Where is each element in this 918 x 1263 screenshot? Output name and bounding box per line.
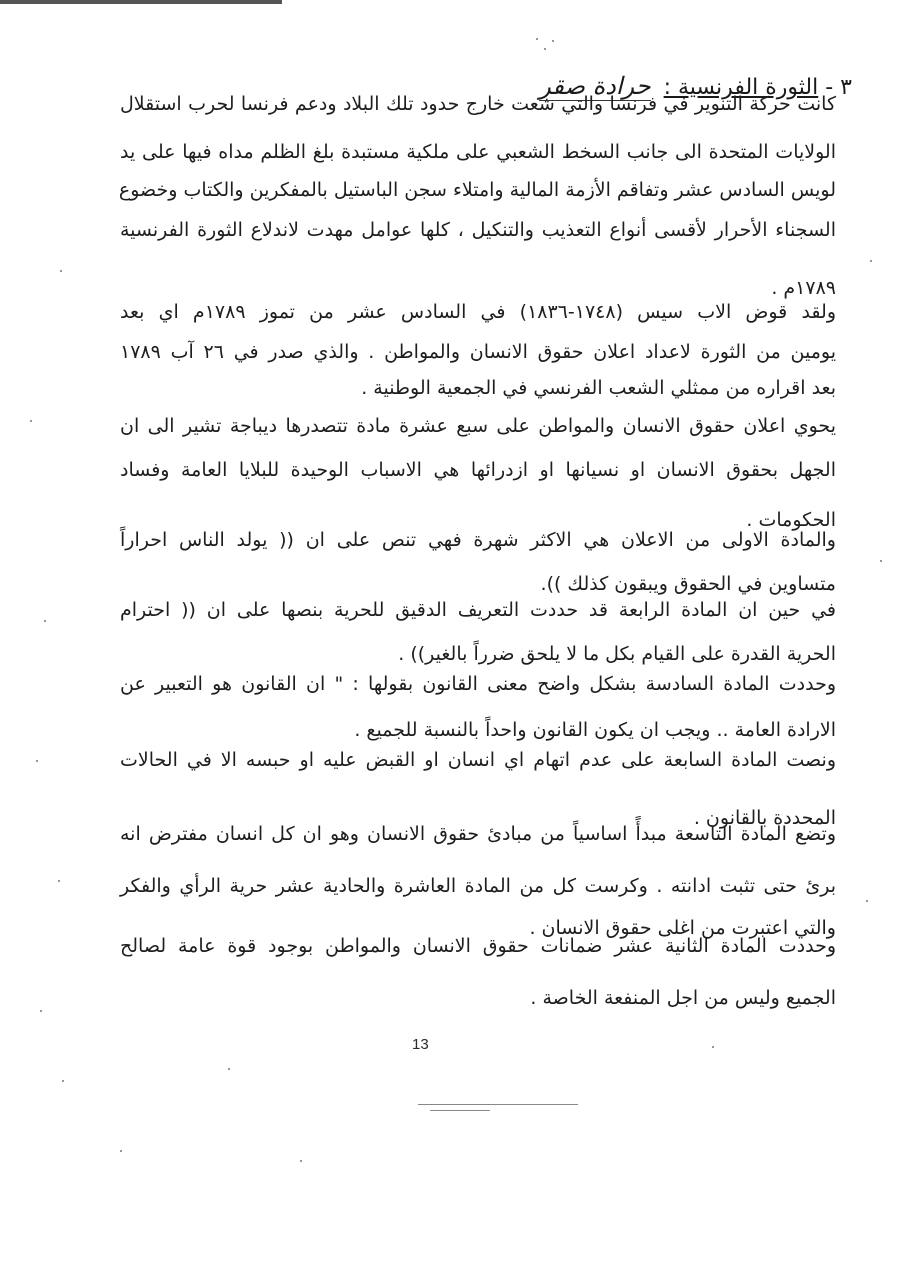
section-title: الثورة الفرنسية : bbox=[663, 75, 819, 100]
paragraph-line: والمادة الاولى من الاعلان هي الاكثر شهرة فهي تنص على ان (( يولد الناس احراراً bbox=[120, 529, 836, 551]
scan-speck bbox=[44, 620, 46, 622]
scan-speck bbox=[30, 420, 32, 422]
page-number: 13 bbox=[412, 1036, 429, 1053]
paragraph-line: ولقد قوض الاب سيس (١٧٤٨-١٨٣٦) في السادس عشر من تموز ١٧٨٩م اي بعد bbox=[120, 301, 836, 323]
paragraph-line: لويس السادس عشر وتفاقم الأزمة المالية وامتلاء سجن الباستيل بالمفكرين والكتاب وخضوع bbox=[118, 179, 836, 201]
paragraph-line: الحكومات . bbox=[746, 509, 836, 531]
scan-speck bbox=[228, 1068, 230, 1070]
scan-speck bbox=[870, 260, 872, 262]
scan-speck bbox=[58, 880, 60, 882]
paragraph-line: والتي اعتبرت من اغلى حقوق الانسان . bbox=[529, 917, 836, 939]
scan-artifact-line bbox=[418, 1104, 578, 1105]
scan-speck bbox=[536, 38, 538, 40]
scan-speck bbox=[40, 1010, 42, 1012]
paragraph-line: السجناء الأحرار لأقسى أنواع التعذيب والتنكيل ، كلها عوامل مهدت لاندلاع الثورة الفرنسية bbox=[120, 219, 836, 241]
scan-speck bbox=[62, 1080, 64, 1082]
paragraph-line: الجهل بحقوق الانسان او نسيانها او ازدرائها هي الاسباب الوحيدة للبلايا العامة وفساد bbox=[120, 459, 836, 481]
paragraph-line: الجميع وليس من اجل المنفعة الخاصة . bbox=[530, 987, 836, 1009]
scan-speck bbox=[60, 270, 62, 272]
section-number: ٣ - bbox=[818, 75, 852, 100]
paragraph-line: وحددت المادة الثانية عشر ضمانات حقوق الانسان والمواطن بوجود قوة عامة لصالح bbox=[120, 935, 836, 957]
paragraph-line: الارادة العامة .. ويجب ان يكون القانون واحداً بالنسبة للجميع . bbox=[354, 719, 836, 741]
paragraph-line: كانت حركة التنوير في فرنسا والتي شعت خارج حدود تلك البلاد ودعم فرنسا لحرب استقلال bbox=[120, 93, 836, 115]
scan-speck bbox=[36, 760, 38, 762]
scan-speck bbox=[120, 1150, 122, 1152]
scan-speck bbox=[880, 560, 882, 562]
paragraph-line: يومين من الثورة لاعداد اعلان حقوق الانسان والمواطن . والذي صدر في ٢٦ آب ١٧٨٩ bbox=[120, 341, 837, 363]
handwritten-note: حرادة صقر bbox=[539, 72, 651, 100]
scan-artifact-line bbox=[430, 1110, 490, 1111]
paragraph-line: الحرية القدرة على القيام بكل ما لا يلحق ضرراً بالغير)) . bbox=[398, 643, 836, 665]
scan-speck bbox=[544, 48, 546, 50]
paragraph-line: متساوين في الحقوق ويبقون كذلك )). bbox=[540, 573, 836, 595]
paragraph-line: في حين ان المادة الرابعة قد حددت التعريف الدقيق للحرية بنصها على ان (( احترام bbox=[120, 599, 836, 621]
scan-speck bbox=[552, 40, 554, 42]
paragraph-line: برئ حتى تثبت ادانته . وكرست كل من المادة العاشرة والحادية عشر حرية الرأي والفكر bbox=[120, 875, 836, 897]
paragraph-line: الولايات المتحدة الى جانب السخط الشعبي على ملكية مستبدة بلغ الظلم مداه فيها على يد bbox=[120, 141, 836, 163]
paragraph-line: المحددة بالقانون . bbox=[693, 807, 836, 829]
scan-speck bbox=[300, 1160, 302, 1162]
paragraph-line: ١٧٨٩م . bbox=[771, 277, 836, 299]
paragraph-line: يحوي اعلان حقوق الانسان والمواطن على سبع عشرة مادة تتصدرها ديباجة تشير الى ان bbox=[120, 415, 836, 437]
scan-speck bbox=[712, 1046, 714, 1048]
paragraph-line: وحددت المادة السادسة بشكل واضح معنى القانون بقولها : " ان القانون هو التعبير عن bbox=[120, 673, 836, 695]
paragraph-line: بعد اقراره من ممثلي الشعب الفرنسي في الجمعية الوطنية . bbox=[361, 377, 836, 399]
scan-speck bbox=[866, 900, 868, 902]
paragraph-line: وتضع المادة التاسعة مبدأً اساسياً من مبادئ حقوق الانسان وهو ان كل انسان مفترض انه bbox=[120, 823, 836, 845]
paragraph-line: ونصت المادة السابعة على عدم اتهام اي انسان او القبض عليه او حبسه الا في الحالات bbox=[120, 749, 836, 771]
scan-edge-mark bbox=[0, 0, 282, 4]
